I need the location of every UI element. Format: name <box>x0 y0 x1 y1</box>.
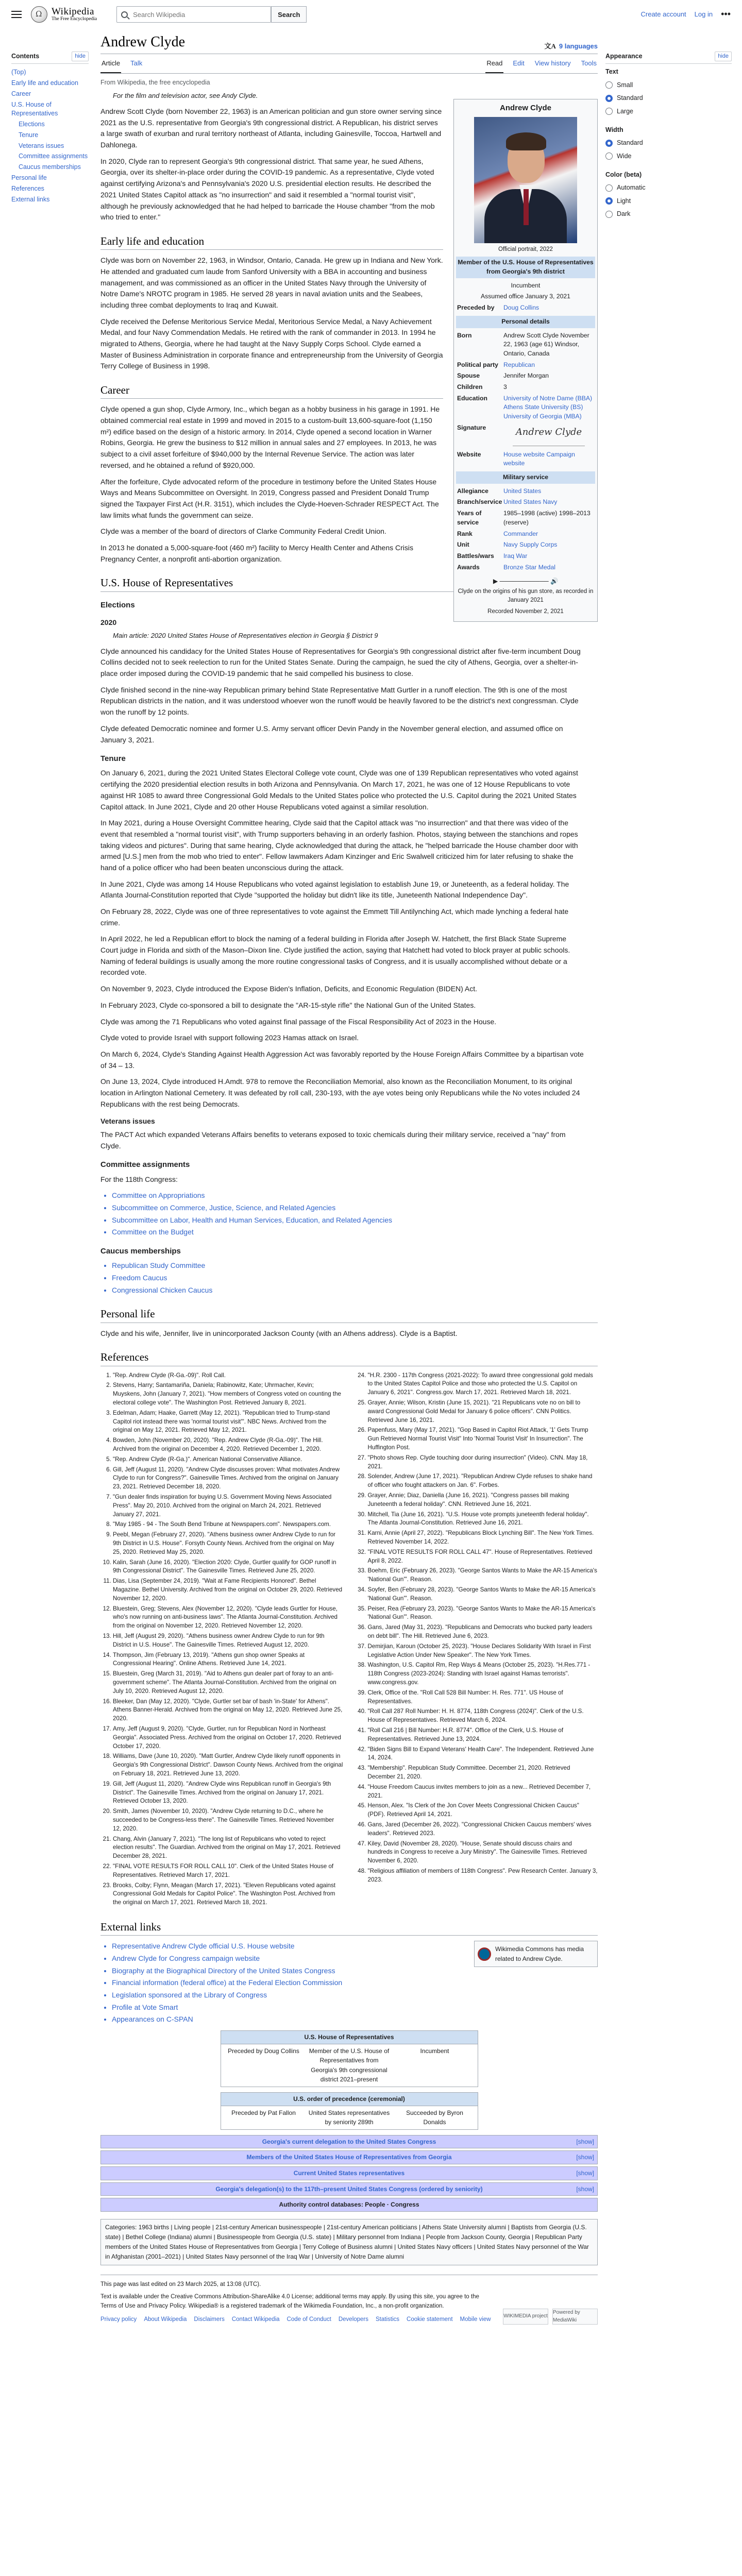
color-option-label: Dark <box>617 210 631 218</box>
width-option-label: Wide <box>617 152 632 160</box>
search-icon <box>121 11 128 18</box>
reference-item[interactable]: 10. Kalin, Sarah (June 16, 2020). "Election 2020: Clyde, Gurtler qualify for GOP runoff in 9th Congressional District". The Gainesville Times. Retrieved June 25, 2020. <box>113 1558 343 1576</box>
search-box <box>116 6 271 23</box>
reference-item[interactable]: 44. "House Freedom Caucus invites members to join as a new... Retrieved December 7, 2021. <box>368 1783 598 1801</box>
reference-item[interactable]: 20. Smith, James (November 10, 2020). "Andrew Clyde returning to D.C., where he succeeded to be Congress-less there". The Gainesville Times. Retrieved November 12, 2020. <box>113 1807 343 1833</box>
awards-link[interactable]: Bronze Star Medal <box>503 563 555 571</box>
toc-item[interactable]: Career <box>11 90 31 98</box>
section-veterans: Veterans issues <box>100 1117 155 1126</box>
elections-paragraph: Clyde defeated Democratic nominee and former U.S. Army servant officer Devin Pandy in the November general election, and assumed office on January 3, 2021. <box>100 724 563 744</box>
license-text: Text is available under the Creative Commons Attribution-ShareAlike 4.0 License; additional terms may apply. By using this site, you agree to the Terms of Use and Privacy Policy. Wikipedia® is a registered trademark of the Wikimedia Foundation, Inc., a non-profit organization. <box>100 2294 479 2310</box>
reference-item[interactable]: 19. Gill, Jeff (August 11, 2020). "Andrew Clyde wins Republican runoff in Georgia's 9th District". The Gainesville Times. Archived from the original on January 17, 2021. Retrieved October 13, 2020. <box>113 1780 343 1806</box>
reference-item[interactable]: 29. Grayer, Annie; Diaz, Daniella (June 16, 2021). "Congress passes bill making Juneteenth a federal holiday". CNN. Retrieved June 16, 2021. <box>368 1492 598 1509</box>
signature-image: Andrew Clyde <box>513 426 585 446</box>
footer-link[interactable]: Code of Conduct <box>286 2316 331 2323</box>
tab-view-history[interactable]: View history <box>534 59 571 67</box>
reference-item[interactable]: 45. Henson, Alex. "Is Clerk of the Jon Cover Meets Congressional Chicken Caucus" (PDF). Retrieved April 14, 2021. <box>368 1802 598 1819</box>
infobox-name: Andrew Clyde <box>499 104 552 112</box>
tenure-paragraph: In February 2023, Clyde co-sponsored a bill to designate the "AR-15-style rifle" the National Gun of the United States. <box>100 1001 476 1009</box>
early-life-paragraph: Clyde received the Defense Meritorious Service Medal, Meritorious Service Medal, a Navy Achievement Medal, and four Navy Commendation Medals. He retired with the rank of commander in 2013. In 1994 he migrated to Athens, Georgia, where he had taught at the Navy Supply Corps School. Clyde earned a Master of Business Administration in corporate finance and entrepreneurship from the University of Georgia Terry College of Business in 1998. <box>100 317 443 370</box>
reference-item[interactable]: 40. "Roll Call 287 Roll Number: H. H. 8774, 118th Congress (2024)". Clerk of the U.S. House of Representatives. Retrieved March 6, 2024. <box>368 1707 598 1725</box>
text-size-option[interactable] <box>605 92 732 105</box>
radio-button[interactable] <box>605 95 613 102</box>
radio-button[interactable] <box>605 211 613 218</box>
reference-item[interactable]: 31. Karni, Annie (April 27, 2022). "Republicans Block Lynching Bill". The New York Times. Retrieved November 14, 2022. <box>368 1529 598 1547</box>
reference-item[interactable]: 14. Thompson, Jim (February 13, 2019). "Athens gun shop owner Speaks at Congressional Hearing". Online Athens. Retrieved June 14, 2021. <box>113 1651 343 1669</box>
text-size-label: Text <box>605 68 618 76</box>
tab-read[interactable]: Read <box>485 55 503 73</box>
width-label: Width <box>605 126 623 133</box>
navbox-title[interactable]: Georgia's delegation(s) to the 117th–present United States Congress (ordered by seniority) <box>215 2185 483 2193</box>
tab-edit[interactable]: Edit <box>513 59 525 67</box>
main-article-hatnote[interactable]: Main article: 2020 United States House of Representatives election in Georgia § District 9 <box>113 631 378 639</box>
education-links[interactable]: University of Notre Dame (BBA) Athens State University (BS) University of Georgia (MBA) <box>503 394 593 420</box>
site-header <box>0 0 742 29</box>
navbox-show-toggle[interactable]: [show] <box>576 2154 594 2161</box>
radio-button[interactable] <box>605 152 613 160</box>
website-label: Website <box>457 450 481 458</box>
external-link[interactable]: • Profile at Vote Smart <box>112 2002 598 2013</box>
section-early-life: Early life and education <box>100 234 443 250</box>
toc-item[interactable]: Veterans issues <box>19 142 64 149</box>
mediawiki-badge[interactable]: Powered by MediaWiki <box>552 2309 598 2325</box>
color-option[interactable] <box>605 195 732 208</box>
portrait-caption: Official portrait, 2022 <box>498 246 553 252</box>
external-link[interactable]: • Andrew Clyde for Congress campaign website <box>112 1953 598 1964</box>
succession-header: U.S. order of precedence (ceremonial) <box>221 2093 478 2106</box>
table-of-contents <box>11 52 89 205</box>
spouse-label: Spouse <box>457 372 480 380</box>
footer-link[interactable]: Contact Wikipedia <box>231 2316 280 2323</box>
reference-item[interactable]: 41. "Roll Call 216 | Bill Number: H.R. 8774". Office of the Clerk, U.S. House of Representatives. Retrieved June 13, 2024. <box>368 1726 598 1744</box>
login-link[interactable]: Log in <box>694 10 713 18</box>
reference-item[interactable]: 34. Soyfer, Ben (February 28, 2023). "George Santos Wants to Make the AR-15 America's 'National Gun'". Reason. <box>368 1586 598 1603</box>
navbox-title[interactable]: Georgia's current delegation to the United States Congress <box>262 2138 436 2145</box>
main-menu-icon[interactable] <box>11 11 22 18</box>
infobox-incumbent: Incumbent <box>511 281 541 289</box>
preceded-by-link[interactable]: Doug Collins <box>503 304 539 312</box>
color-option-label: Light <box>617 197 631 205</box>
section-elections: Elections <box>100 600 135 609</box>
tenure-paragraph: Clyde was among the 71 Republicans who voted against final passage of the Fiscal Responsibility Act of 2023 in the House. <box>100 1017 497 1026</box>
toc-item[interactable]: (Top) <box>11 69 26 76</box>
language-icon: 文A <box>544 42 556 50</box>
search-button[interactable]: Search <box>271 6 307 23</box>
navbox-show-toggle[interactable]: [show] <box>576 2185 594 2193</box>
spouse-value: Jennifer Morgan <box>503 372 549 380</box>
toc-item[interactable]: External links <box>11 195 50 203</box>
tenure-paragraph: In May 2021, during a House Oversight Committee hearing, Clyde said that the Capitol attack was "no insurrection" and that there was video of the event that resembled a "normal tourist visit", with Trump supporters behaving in an orderly fashion. Photos, staying between the stanchions and ropes taking videos and pictures". During that same hearing, Clyde acknowledged that during the attack, he "helped barricade the House chamber door with armed [U.S.] men from the mob who tried to enter". Fellow lawmakers Adam Kinzinger and Eric Swalwell criticized him for later refusing to shake the hand of a police officer who had been beaten unconscious during the attack. <box>100 819 578 872</box>
navbox-show-toggle[interactable]: [show] <box>576 2169 594 2177</box>
more-options-icon[interactable]: ••• <box>721 9 731 20</box>
navbox-title[interactable]: Members of the United States House of Representatives from Georgia <box>246 2154 452 2161</box>
early-life-paragraph: Clyde was born on November 22, 1963, in Windsor, Ontario, Canada. He grew up in Indiana and New York. He attended and graduated cum laude from Sanford University with a BBA in accounting and business management, and was commissioned as an officer in the United States Navy through the University of Notre Dame's NROTC program in 1985. He served 28 years in naval aviation units and the Seabees, including three combat deployments to Iraq and Kuwait. <box>100 256 443 309</box>
wikimedia-badge[interactable]: WIKIMEDIA project <box>503 2309 548 2325</box>
external-link[interactable]: • Biography at the Biographical Directory of the United States Congress <box>112 1965 598 1977</box>
audio-recorded: Recorded November 2, 2021 <box>487 608 564 615</box>
committee-item[interactable]: • Committee on Appropriations <box>112 1190 598 1201</box>
signature-label: Signature <box>457 423 486 431</box>
external-link[interactable]: • Appearances on C-SPAN <box>112 2014 598 2025</box>
website-links[interactable]: House website Campaign website <box>503 450 575 467</box>
reference-item[interactable]: 37. Demirjian, Karoun (October 25, 2023). "House Declares Solidarity With Israel in First Legislative Action Under New Speaker". The New York Times. <box>368 1642 598 1660</box>
toc-item[interactable]: Committee assignments <box>19 152 88 160</box>
language-button[interactable] <box>544 41 598 52</box>
succession-succeeded[interactable]: Succeeded by Byron Donalds <box>406 2109 463 2126</box>
audio-player[interactable]: ▶ ─────────── 🔊 <box>493 578 559 585</box>
tab-talk[interactable]: Talk <box>130 59 143 67</box>
toc-item[interactable]: Caucus memberships <box>19 163 81 171</box>
width-option[interactable] <box>605 137 732 149</box>
succession-preceded[interactable]: Preceded by Pat Fallon <box>231 2109 296 2116</box>
reference-item[interactable]: 11. Dias, Lisa (September 24, 2019). "Wait at Fame Recipients Honored". Bethel Magazine. Bethel University. Archived from the original on October 29, 2020. Retrieved November 12, 2020. <box>113 1577 343 1603</box>
section-committees: Committee assignments <box>100 1160 190 1170</box>
infobox <box>453 99 598 622</box>
radio-button[interactable] <box>605 184 613 192</box>
party-label: Political party <box>457 361 498 368</box>
succession-office: United States representatives by seniority 289th <box>308 2109 390 2126</box>
section-external-links: External links <box>100 1920 598 1936</box>
radio-button[interactable] <box>605 197 613 205</box>
radio-button[interactable] <box>605 81 613 89</box>
radio-button[interactable] <box>605 108 613 115</box>
reference-item[interactable]: 16. Bleeker, Dan (May 12, 2020). "Clyde, Gurtler set bar of bash 'in-State' for Athens". Athens Banner-Herald. Archived from the original on May 12, 2020. Retrieved June 25, 2020. <box>113 1698 343 1723</box>
reference-item[interactable]: 3. Edelman, Adam; Haake, Garrett (May 12, 2021). "Republican tried to Trump-stand Capitol riot instead there was 'normal tourist visit'". NBC News. Archived from the original on May 12, 2021. Retrieved May 12, 2021. <box>113 1409 343 1435</box>
reference-item[interactable]: 39. Clerk, Office of the. "Roll Call 528 Bill Number: H. Res. 771". US House of Representatives. <box>368 1689 598 1706</box>
appearance-panel <box>605 52 732 228</box>
reference-item[interactable]: 13. Hill, Jeff (August 29, 2020). "Athens business owner Andrew Clyde to run for 9th District in U.S. House". The Gainesville Times. Retrieved August 12, 2020. <box>113 1632 343 1650</box>
width-option-label: Standard <box>617 139 643 147</box>
color-option-label: Automatic <box>617 184 646 192</box>
footer-link[interactable]: Cookie statement <box>407 2316 453 2323</box>
elections-paragraph: Clyde finished second in the nine-way Republican primary behind State Representative Matt Gurtler in a runoff election. The 9th is one of the most Republican districts in the nation, and it was understood whoever won the runoff would be heavily favored to be the district's next congressman. Clyde won the runoff by 12 points. <box>100 685 579 717</box>
navbox <box>100 2182 598 2196</box>
reference-item[interactable]: 21. Chang, Alvin (January 7, 2021). "The long list of Republicans who voted to reject election results". The Guardian. Archived from the original on May 17, 2021. Retrieved December 28, 2021. <box>113 1835 343 1861</box>
tab-article[interactable]: Article <box>100 55 121 73</box>
years-value: 1985–1998 (active) 1998–2013 (reserve) <box>503 510 591 526</box>
toc-item[interactable]: U.S. House of Representatives <box>11 101 58 117</box>
tab-tools[interactable]: Tools <box>581 59 597 67</box>
categories-box[interactable]: Categories: 1963 births | Living people | 21st-century American businesspeople | 21st-century American politicians | Athens State University alumni | Baptists from Georgia (U.S. state) | Bethel College (Indiana) alumni | Businesspeople from Georgia (U.S. state) | Military personnel from Indiana | People from Jackson County, Georgia | Republican Party members of the United States House of Representatives from Georgia | Terry College of Business alumni | United States Navy officers | United States Navy personnel of the War in Afghanistan (2001–2021) | United States Navy personnel of the Iraq War | University of Notre Dame alumni <box>100 2219 598 2266</box>
awards-label: Awards <box>457 563 480 571</box>
reference-item[interactable]: 1. "Rep. Andrew Clyde (R-Ga.-09)". Roll Call. <box>113 1371 343 1380</box>
succession-office: Member of the U.S. House of Representatives from Georgia's 9th congressional district 2021–present <box>309 2047 390 2083</box>
external-link[interactable]: • Legislation sponsored at the Library of Congress <box>112 1990 598 2001</box>
section-personal-life: Personal life <box>100 1307 598 1323</box>
reference-item[interactable]: 46. Gans, Jared (December 26, 2022). "Congressional Chicken Caucus members' wives leaders". Retrieved 2023. <box>368 1821 598 1838</box>
career-paragraph: After the forfeiture, Clyde advocated reform of the procedure in testimony before the United States House Ways and Means Subcommittee on Oversight. In 2019, Congress passed and President Donald Trump signed the Taxpayer First Act (H.R. 3151), which includes the Clyde-Hoeven-Schrader RESPECT Act. The law limits what funds the government can seize. <box>100 477 439 519</box>
page-title: Andrew Clyde <box>100 34 185 50</box>
section-tenure: Tenure <box>100 754 126 764</box>
authority-control-text[interactable]: Authority control databases: People · Congress <box>101 2198 597 2211</box>
toc-title: Contents <box>11 53 40 60</box>
last-edited: This page was last edited on 23 March 2025, at 13:08 (UTC). <box>100 2281 261 2288</box>
reference-item[interactable]: 27. "Photo shows Rep. Clyde touching door during insurrection" (Video). CNN. May 18, 2021. <box>368 1454 598 1471</box>
party-link[interactable]: Republican <box>503 361 535 368</box>
navbox <box>100 2135 598 2149</box>
reference-item[interactable]: 26. Papenfuss, Mary (May 17, 2021). "Gop Based in Capitol Riot Attack, '1' Gets Trump Gun Retrieved Normal Tourist Visit" Into 'Normal Tourist Visit' In Insurrection". The Huffington Post. <box>368 1426 598 1452</box>
branch-label: Branch/service <box>457 498 502 506</box>
tenure-paragraph: On January 6, 2021, during the 2021 United States Electoral College vote count, Clyde was one of 139 Republican representatives who voted against certifying the 2020 presidential election results in both Arizona and Pennsylvania. On March 17, 2021, he was one of 12 House Republicans to vote against HR 1085 to award three Congressional Gold Medals to the United States police who protected the U.S. Capitol during the 2021 United States Capitol attack. In June 2021, Clyde and 20 other House Republicans voted against a similar resolution. <box>100 769 578 811</box>
text-size-option-label: Standard <box>617 94 643 102</box>
lead-paragraph: In 2020, Clyde ran to represent Georgia's 9th congressional district. That same year, he sued Athens, Georgia, over its shelter-in-place order during the COVID-19 pandemic. As a representative, Clyde voted against certifying Arizona's and Pennsylvania's 2020 U.S. presidential election results. He described the 2021 United States Capitol attack as "no insurrection" and said it resembled a "normal tourist visit", although he previously acknowledged that he had helped to barricade the House chamber "from the mob who tried to enter." <box>100 157 435 222</box>
external-link[interactable]: • Representative Andrew Clyde official U.S. House website <box>112 1941 598 1952</box>
born-label: Born <box>457 331 472 339</box>
tenure-paragraph: On June 13, 2024, Clyde introduced H.Amdt. 978 to remove the Reconciliation Memorial, also known as the Reconciliation Monument, to its original location in Arlington National Cemetery. It was defeated by roll call, 230-193, with the aye votes being only Republicans while the No votes included 24 Republicans with the rest being Democrats. <box>100 1077 580 1108</box>
committee-item[interactable]: • Committee on the Budget <box>112 1227 598 1238</box>
personal-paragraph: Clyde and his wife, Jennifer, live in unincorporated Jackson County (with an Athens address). Clyde is a Baptist. <box>100 1329 458 1337</box>
reference-item[interactable]: 32. "FINAL VOTE RESULTS FOR ROLL CALL 47". House of Representatives. Retrieved April 8, 2022. <box>368 1548 598 1566</box>
veterans-paragraph: The PACT Act which expanded Veterans Affairs benefits to veterans exposed to toxic chemicals during their military service, received a "nay" from Clyde. <box>100 1130 566 1150</box>
children-value: 3 <box>503 383 507 391</box>
navbox <box>100 2166 598 2180</box>
caucus-item[interactable]: • Congressional Chicken Caucus <box>112 1285 598 1296</box>
toc-item[interactable]: Personal life <box>11 174 47 182</box>
appearance-title: Appearance <box>605 53 643 60</box>
career-paragraph: Clyde opened a gun shop, Clyde Armory, Inc., which began as a hobby business in his garage in 1991. He obtained commercial real estate in 1999 and moved in 2015 to a custom-built 13,600-square-foot (1,150 m²) edifice based on the design of a historic armory. In 2014, Clyde opened a second location in Warner Robins, Georgia. He grew the business to $12 million in annual sales and 27 employees. In 2013, he was subject to a civil asset forfeiture of $940,000 by the Internal Revenue Service. The action was later reversed, and he obtained a refund of $920,000. <box>100 405 440 469</box>
rank-label: Rank <box>457 530 473 537</box>
navbox-show-toggle[interactable]: [show] <box>576 2138 594 2145</box>
tenure-paragraph: On March 6, 2024, Clyde's Standing Against Health Aggression Act was favorably reported by the House Foreign Affairs Committee by a bipartisan vote of 34 – 13. <box>100 1049 584 1070</box>
committee-item[interactable]: • Subcommittee on Labor, Health and Human Services, Education, and Related Agencies <box>112 1215 598 1226</box>
navbox-header <box>101 2183 597 2196</box>
committee-intro: For the 118th Congress: <box>100 1175 178 1183</box>
footer-link[interactable]: Disclaimers <box>194 2316 225 2323</box>
reference-item[interactable]: 43. "Membership". Republican Study Committee. December 21, 2020. Retrieved December 21, 2020. <box>368 1764 598 1782</box>
reference-list <box>100 1371 598 1909</box>
infobox-office: Member of the U.S. House of Representatives from Georgia's 9th district <box>456 257 595 278</box>
unit-label: Unit <box>457 541 469 549</box>
reference-item[interactable]: 4. Bowden, John (November 20, 2020). "Rep. Andrew Clyde (R-Ga.-09)". The Hill. Archived from the original on December 4, 2020. Retrieved December 1, 2020. <box>113 1436 343 1454</box>
allegiance-link[interactable]: United States <box>503 487 542 495</box>
appearance-hide-button[interactable]: hide <box>715 52 732 61</box>
commons-text[interactable]: Wikimedia Commons has media related to Andrew Clyde. <box>495 1945 584 1962</box>
tenure-paragraph: On November 9, 2023, Clyde introduced the Expose Biden's Inflation, Deficits, and Economic Regulation (BIDEN) Act. <box>100 985 478 993</box>
years-label: Years of service <box>457 510 482 526</box>
education-label: Education <box>457 394 487 402</box>
succession-succeeded[interactable]: Incumbent <box>420 2047 449 2055</box>
toc-item[interactable]: References <box>11 185 44 192</box>
logo-tagline: The Free Encyclopedia <box>52 16 97 22</box>
radio-button[interactable] <box>605 140 613 147</box>
preceded-label: Preceded by <box>457 304 495 312</box>
wars-label: Battles/wars <box>457 552 494 560</box>
section-career: Career <box>100 383 443 399</box>
succession-header: U.S. House of Representatives <box>221 2031 478 2044</box>
main-content <box>100 33 598 2325</box>
reference-item[interactable]: 17. Amy, Jeff (August 9, 2020). "Clyde, Gurtler, run for Republican Nord in Northeast Georgia". Associated Press. Archived from the original on October 17, 2020. Retrieved October 17, 2020. <box>113 1725 343 1751</box>
create-account-link[interactable]: Create account <box>640 10 686 18</box>
section-caucus: Caucus memberships <box>100 1247 181 1256</box>
text-size-group <box>605 67 732 118</box>
children-label: Children <box>457 383 483 391</box>
commons-logo-icon <box>478 1947 491 1961</box>
succession-box <box>221 2030 478 2087</box>
reference-item[interactable]: 2. Stevens, Harry; Santamariña, Daniela; Rabinowitz, Kate; Uhrmacher, Kevin; Muyskens, John (January 7, 2021). "How members of Congress voted on counting the electoral college vote". The Washington Post. Retrieved January 8, 2021. <box>113 1381 343 1407</box>
rank-link[interactable]: Commander <box>503 530 538 537</box>
text-size-option[interactable] <box>605 105 732 118</box>
navbox <box>100 2150 598 2164</box>
reference-item[interactable]: 24. "H.R. 2300 - 117th Congress (2021-2022): To award three congressional gold medals to the United States Capitol Police and those who protected the U.S. Capitol on January 6, 2021". Congress.gov. March 17, 2021. Retrieved March 18, 2021. <box>368 1371 598 1397</box>
section-references: References <box>100 1350 598 1366</box>
reference-item[interactable]: 8. "May 1985 - 94 - The South Bend Tribune at Newspapers.com". Newspapers.com. <box>113 1520 343 1529</box>
commons-box <box>474 1941 598 1967</box>
width-option[interactable] <box>605 150 732 163</box>
reference-item[interactable]: 18. Williams, Dave (June 10, 2020). "Matt Gurtler, Andrew Clyde likely runoff opponents in Georgia's 9th Congressional District". Dawson County News. Archived from the original on February 18, 2021. Retrieved June 13, 2020. <box>113 1752 343 1778</box>
section-2020: 2020 <box>100 618 117 626</box>
language-count: 9 languages <box>559 42 598 50</box>
caucus-item[interactable]: • Republican Study Committee <box>112 1260 598 1272</box>
tenure-paragraph: In June 2021, Clyde was among 14 House Republicans who voted against legislation to establish June 19, or Juneteenth, as a federal holiday. The Atlanta Journal-Constitution reported that Clyde "supported the holiday but didn't like its title, Juneteenth National Independence Day". <box>100 879 569 900</box>
color-label: Color (beta) <box>605 171 642 178</box>
color-group <box>605 170 732 221</box>
reference-item[interactable]: 9. Peebl, Megan (February 27, 2020). "Athens business owner Andrew Clyde to run for 9th District in U.S. House". Forsyth County News. Archived from the original on May 25, 2020. Retrieved May 25, 2020. <box>113 1531 343 1556</box>
external-link[interactable]: • Financial information (federal office) at the Federal Election Commission <box>112 1977 598 1989</box>
footer-link[interactable]: Mobile view <box>460 2316 491 2323</box>
navbox-header <box>101 2136 597 2148</box>
lead-paragraph: Andrew Scott Clyde (born November 22, 1963) is an American politician and gun store owner serving since 2021 as the U.S. representative from Georgia's 9th congressional district. A Republican, his district serves a large swath of exurban and rural territory northeast of Atlanta, including Gainesville, Toccoa, Hartwell and Dahlonega. <box>100 107 442 149</box>
tenure-paragraph: In April 2022, he led a Republican effort to block the naming of a federal building in Florida after Joseph W. Hatchett, the first Black State Supreme Court judge in Florida and sixth of the Mason–Dixon line. Clyde justified the action, saying that Hatchett had voted to block prayer at public schools. Naming of federal buildings is usually among the more routine congressional tasks of Congress, and it is usually accomplished without debate or a recorded vote. <box>100 935 570 977</box>
born-value: Andrew Scott Clyde November 22, 1963 (age 61) Windsor, Ontario, Canada <box>503 331 589 357</box>
wars-link[interactable]: Iraq War <box>503 552 528 560</box>
section-house: U.S. House of Representatives <box>100 576 598 591</box>
infobox-assumed: Assumed office January 3, 2021 <box>481 293 570 300</box>
logo-wordmark: Wikipedia <box>52 6 94 18</box>
authority-control <box>100 2198 598 2212</box>
reference-item[interactable]: 30. Mitchell, Tia (June 16, 2021). "U.S. House vote prompts juneteenth federal holiday". The Atlanta Journal-Constitution. Retrieved June 16, 2021. <box>368 1511 598 1528</box>
succession-row <box>221 2044 478 2087</box>
toc-item[interactable]: Elections <box>19 120 45 128</box>
official-portrait[interactable] <box>474 117 577 243</box>
reference-item[interactable]: 38. Washington, U.S. Capitol Rm, Rep Ways & Means (October 25, 2023). "H.Res.771 - 118th Congress (2023-2024): Standing with Israel against Hamas terrorists". www.congress.gov. <box>368 1661 598 1687</box>
reference-item[interactable]: 12. Bluestein, Greg; Stevens, Alex (November 12, 2020). "Clyde leads Gurtler for House, who's now running on anti-business laws". The Atlanta Journal-Constitution. Archived from the original on November 12, 2020. Retrieved November 12, 2020. <box>113 1605 343 1631</box>
reference-item[interactable]: 48. "Religious affiliation of members of 118th Congress". Pew Research Center. January 3, 2023. <box>368 1867 598 1885</box>
hatnote: For the film and television actor, see Andy Clyde. <box>113 91 258 99</box>
reference-item[interactable]: 23. Brooks, Colby; Flynn, Meagan (March 17, 2021). "Eleven Republicans voted against Congressional Gold Medals for Capitol Police". The Washington Post. Archived from the original on March 17, 2021. Retrieved March 18, 2021. <box>113 1882 343 1907</box>
reference-item[interactable]: 42. "Biden Signs Bill to Expand Veterans' Health Care". The Independent. Retrieved June 14, 2024. <box>368 1745 598 1763</box>
tenure-paragraph: On February 28, 2022, Clyde was one of three representatives to vote against the Emmett Till Antilynching Act, which made lynching a federal hate crime. <box>100 907 569 927</box>
branch-link[interactable]: United States Navy <box>503 498 558 506</box>
text-size-option-label: Small <box>617 81 633 89</box>
allegiance-label: Allegiance <box>457 487 488 495</box>
text-size-option[interactable] <box>605 79 732 92</box>
succession-box <box>221 2092 478 2130</box>
toc-item[interactable]: Tenure <box>19 131 39 139</box>
personal-details-header: Personal details <box>456 316 595 328</box>
navbox-header <box>101 2167 597 2180</box>
reference-item[interactable]: 35. Peiser, Rea (February 23, 2023). "George Santos Wants to Make the AR-15 America's 'National Gun'". Reason. <box>368 1605 598 1622</box>
navbox-title[interactable]: Current United States representatives <box>293 2169 405 2177</box>
footer-link[interactable]: Statistics <box>376 2316 400 2323</box>
footer-link[interactable]: Privacy policy <box>100 2316 137 2323</box>
toc-item[interactable]: Early life and education <box>11 79 78 87</box>
succession-preceded[interactable]: Preceded by Doug Collins <box>228 2047 299 2055</box>
text-size-option-label: Large <box>617 107 633 115</box>
reference-item[interactable]: 47. Kiley, David (November 28, 2020). "House, Senate should discuss chairs and hundreds in Congress to receive a Jury Ministry". The Gainesville Times. Retrieved November 6, 2020. <box>368 1840 598 1866</box>
reference-item[interactable]: 5. "Rep. Andrew Clyde (R-Ga.)". American National Conservative Alliance. <box>113 1455 343 1464</box>
color-option[interactable] <box>605 181 732 194</box>
width-group <box>605 125 732 163</box>
search-input[interactable] <box>132 10 266 19</box>
succession-row <box>221 2106 478 2129</box>
toc-hide-button[interactable]: hide <box>72 52 89 61</box>
reference-item[interactable]: 28. Solender, Andrew (June 17, 2021). "Republican Andrew Clyde refuses to shake hand of officer who fought attackers on Jan. 6". Forbes. <box>368 1472 598 1490</box>
wikipedia-globe-icon <box>31 6 47 23</box>
elections-paragraph: Clyde announced his candidacy for the United States House of Representatives for Georgia's 9th congressional district after five-term incumbent Doug Collins decided not to seek reelection to run for the United States Senate. During the campaign, he sued the city of Athens, Georgia, over a shelter-in-place order imposed during the COVID-19 pandemic that he said compelled his business to close. <box>100 647 581 678</box>
reference-item[interactable]: 36. Gans, Jared (May 31, 2023). "Republicans and Democrats who bucked party leaders on debt bill". The Hill. Retrieved June 6, 2023. <box>368 1623 598 1641</box>
tenure-paragraph: Clyde voted to provide Israel with support following 2023 Hamas attack on Israel. <box>100 1033 359 1042</box>
page-footer <box>100 2275 598 2324</box>
committee-item[interactable]: • Subcommittee on Commerce, Justice, Science, and Related Agencies <box>112 1202 598 1214</box>
footer-link[interactable]: About Wikipedia <box>144 2316 187 2323</box>
reference-item[interactable]: 22. "FINAL VOTE RESULTS FOR ROLL CALL 10". Clerk of the United States House of Representatives. Retrieved March 17, 2021. <box>113 1862 343 1880</box>
from-wikipedia: From Wikipedia, the free encyclopedia <box>100 78 210 86</box>
reference-item[interactable]: 6. Gill, Jeff (August 11, 2020). "Andrew Clyde discusses proven: What motivates Andrew Clyde to run for Congress?". Gainesville Times. Archived from the original on January 23, 2021. Retrieved December 18, 2020. <box>113 1466 343 1492</box>
reference-item[interactable]: 7. "Gun dealer finds inspiration for buying U.S. Government Moving News Associated Press". May 20, 2010. Archived from the original on March 24, 2021. Retrieved January 27, 2021. <box>113 1493 343 1519</box>
wikipedia-logo[interactable] <box>31 6 97 23</box>
color-option[interactable] <box>605 208 732 221</box>
footer-link[interactable]: Developers <box>338 2316 369 2323</box>
career-paragraph: Clyde was a member of the board of directors of Clarke Community Federal Credit Union. <box>100 527 386 536</box>
reference-item[interactable]: 15. Bluestein, Greg (March 31, 2019). "Aid to Athens gun dealer part of foray to an anti-government scheme". The Atlanta Journal-Constitution. Archived from the original on July 10, 2020. Retrieved August 12, 2020. <box>113 1670 343 1696</box>
navbox-header <box>101 2151 597 2164</box>
military-service-header: Military service <box>456 471 595 484</box>
reference-item[interactable]: 33. Boehm, Eric (February 26, 2023). "George Santos Wants to Make the AR-15 America's 'National Gun'". Reason. <box>368 1567 598 1584</box>
audio-caption: Clyde on the origins of his gun store, as recorded in January 2021 <box>458 588 594 603</box>
reference-item[interactable]: 25. Grayer, Annie; Wilson, Kristin (June 15, 2021). "21 Republicans vote no on bill to award Congressional Gold Medal for January 6 police officers". CNN Politics. Retrieved June 16, 2021. <box>368 1399 598 1425</box>
caucus-item[interactable]: • Freedom Caucus <box>112 1273 598 1284</box>
unit-link[interactable]: Navy Supply Corps <box>503 541 558 549</box>
career-paragraph: In 2013 he donated a 5,000-square-foot (460 m²) facility to Mercy Health Center and Athens Crisis Pregnancy Center, a nonprofit anti-abortion organization. <box>100 543 413 563</box>
